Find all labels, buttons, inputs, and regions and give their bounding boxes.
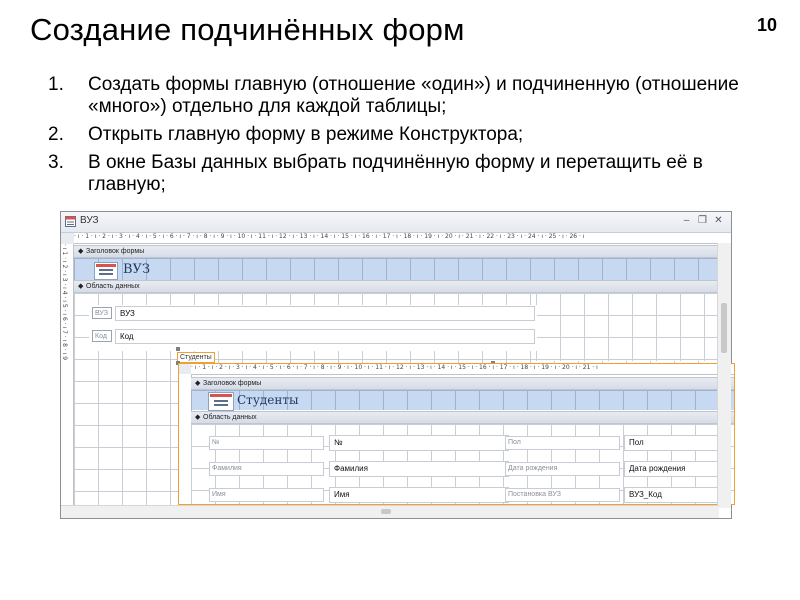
window-title: ВУЗ [80, 215, 99, 226]
form-logo-icon[interactable] [94, 262, 118, 280]
subform-label-pol[interactable]: Пол [505, 436, 620, 450]
section-arrow-icon: ◆ [78, 283, 84, 290]
horizontal-ruler[interactable]: · ı · 1 · ı · 2 · ı · 3 · ı · 4 · ı · 5 · ı · 6 · ı · 7 · ı · 8 · ı · 9 · ı · 10 · ı · 11 · ı · 12 · ı · 13 · ı · 14 · ı · 15 · ı · 16 · ı · 17 · ı · 18 · ı · 19 · ı · 20 · ı · 21 · ı · 22 · ı · 23 · ı · 24 · ı · 25 · ı · 26 · ı [74, 233, 719, 244]
subform-header-title[interactable]: Студенты [237, 393, 299, 407]
step-item [48, 152, 748, 196]
subform-logo-graphic [209, 393, 233, 410]
field-control-vuz[interactable]: ВУЗ [115, 306, 535, 321]
subform-label-familiya[interactable]: Фамилия [209, 462, 324, 476]
ruler-corner[interactable] [61, 233, 74, 244]
section-arrow-icon: ◆ [195, 414, 201, 421]
section-title: Заголовок формы [203, 380, 262, 387]
subform-logo-icon[interactable] [208, 392, 234, 411]
subform-label-imya[interactable]: Имя [209, 488, 324, 502]
step-item [48, 74, 748, 118]
subform-control-imya[interactable]: Имя [329, 487, 509, 503]
subform-control-pol[interactable]: Пол [624, 435, 722, 451]
section-title: Область данных [86, 283, 140, 290]
step-text: Открыть главную форму в режиме Конструктора; [88, 124, 524, 145]
subform-control-vuz-kod[interactable]: ВУЗ_Код [624, 487, 722, 503]
section-arrow-icon: ◆ [195, 380, 201, 387]
form-header-title[interactable]: ВУЗ [123, 262, 151, 277]
subform-label-nomer[interactable]: № [209, 436, 324, 450]
section-title: Область данных [203, 414, 257, 421]
page-number: 10 [756, 15, 777, 35]
subform-control-nomer[interactable]: № [329, 435, 509, 451]
subform-control-data-rozhdeniya[interactable]: Дата рождения [624, 461, 722, 477]
horizontal-scrollbar[interactable] [61, 505, 719, 518]
subform-header-section-bar[interactable] [191, 377, 734, 390]
form-icon [65, 216, 76, 227]
close-button[interactable]: ✕ [714, 215, 723, 226]
form-logo-graphic [95, 263, 117, 279]
detail-section-bar[interactable] [74, 280, 719, 293]
step-number: 2. [48, 124, 64, 145]
step-number: 3. [48, 152, 64, 173]
field-label-vuz[interactable]: ВУЗ [92, 307, 112, 319]
vertical-scrollbar[interactable] [717, 243, 731, 508]
subform-horizontal-ruler[interactable]: · ı · 1 · ı · 2 · ı · 3 · ı · 4 · ı · 5 · ı · 6 · ı · 7 · ı · 8 · ı · 9 · ı · 10 · ı · 11 · ı · 12 · ı · 13 · ı · 14 · ı · 15 · ı · 16 · ı · 17 · ı · 18 · ı · 19 · ı · 20 · ı · 21 · ı [191, 364, 734, 375]
steps-list [48, 74, 748, 202]
step-item [48, 124, 748, 146]
subform-detail-section-bar[interactable] [191, 411, 734, 424]
vertical-scroll-thumb[interactable] [721, 303, 727, 353]
subform-label[interactable]: Студенты [177, 352, 215, 363]
step-text: В окне Базы данных выбрать подчинённую форму и перетащить её в главную; [88, 152, 703, 195]
section-title: Заголовок формы [86, 248, 145, 255]
subform-ruler-corner[interactable] [179, 364, 191, 374]
subform-label-data-rozhdeniya[interactable]: Дата рождения [505, 462, 620, 476]
window-titlebar[interactable] [61, 212, 731, 233]
form-header-section-bar[interactable] [74, 245, 719, 258]
horizontal-scroll-thumb[interactable] [381, 509, 391, 514]
subform-control[interactable] [178, 363, 735, 505]
subform-control-familiya[interactable]: Фамилия [329, 461, 509, 477]
step-text: Создать формы главную (отношение «один») и подчиненную (отношение «много») отдельно для каждой таблицы; [88, 74, 739, 117]
subform-label-postanovka-vuz[interactable]: Постановка ВУЗ [505, 488, 620, 502]
vertical-ruler[interactable]: · ı 1 · ı 2 · ı 3 · ı 4 · ı 5 · ı 6 · ı 7 · ı 8 · ı 9 [61, 244, 74, 506]
section-arrow-icon: ◆ [78, 248, 84, 255]
detail-grid-right [536, 293, 719, 361]
minimize-button[interactable]: – [683, 215, 690, 226]
form-header-band[interactable] [74, 258, 719, 280]
field-control-kod[interactable]: Код [115, 329, 535, 344]
field-label-kod[interactable]: Код [92, 330, 112, 342]
resize-handle[interactable] [176, 347, 180, 351]
restore-button[interactable]: ❐ [698, 215, 707, 226]
step-number: 1. [48, 74, 64, 95]
slide-title: Создание подчинённых форм [30, 12, 465, 47]
design-window [60, 211, 732, 519]
